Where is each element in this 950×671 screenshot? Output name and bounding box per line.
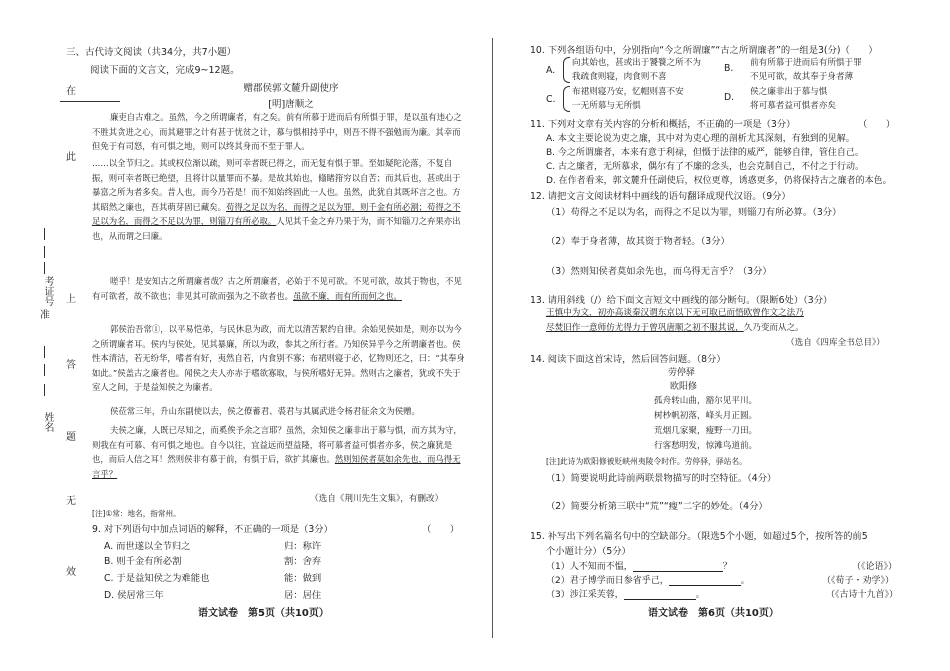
q10-option-d-line1: 侯之廉非出于慕与惧 [750, 87, 828, 97]
q10-option-c-line1: 布裙则寝乃安，忆帽则喜不安 [572, 87, 684, 97]
poem-line-3: 荒烟几家聚，瘦野一刀田。 [654, 426, 758, 436]
q15-item-3-source: （《古诗十九首》） [826, 590, 899, 600]
binding-line [44, 246, 45, 258]
q10-option-c-line2: 一无所慕与无所惧 [572, 101, 641, 111]
question-11: 11. 下列对文章有关内容的分析和概括，不正确的一项是（3分） [530, 119, 796, 130]
q15-item-3-punct: 。 [695, 590, 705, 600]
poem-line-1: 孤舟转山曲，豁尔见平川。 [654, 396, 758, 406]
q10-option-b-line2: 不见可欲，故其奉于身者薄 [750, 72, 854, 82]
q9-option-b-gloss: 割：舍弃 [284, 556, 322, 567]
q9-option-d-gloss: 居：居住 [284, 590, 322, 601]
question-14: 14. 阅读下面这首宋诗，然后回答问题。（8分） [530, 354, 726, 365]
q9-option-a[interactable]: A. 而世遂以全节归之 [104, 541, 191, 552]
q11-option-c[interactable]: C. 古之廉者，无所慕求，偶尔有了不廉的念头，也会克制自己，不付之于行动。 [546, 162, 865, 172]
binding-line [44, 384, 45, 396]
passage-p2-end: 人见其千金之弃乃果于为，而不知锱刀之弃果亦出也，从而谓之曰廉。 [92, 216, 461, 241]
passage-paragraph-2 [92, 156, 467, 244]
answer-bracket-11[interactable]: （ ） [858, 119, 896, 130]
poem-author: 欧阳修 [670, 382, 698, 392]
q15-item-2-text: （2）君子博学而日参省乎己， [546, 576, 669, 586]
q12-item-3: （3）然则知侯者莫如余先也，而乌得无言乎？（3分） [546, 266, 772, 277]
question-15: 15. 补写出下列名篇名句中的空缺部分。（限选5个小题，如超过5个，按所答的前5 [530, 531, 868, 542]
question-15-cont: 个小题计分）（5分） [546, 546, 631, 557]
binding-line [44, 228, 45, 240]
exam-number-label-2: 准 [40, 310, 50, 321]
margin-label-wu: 无 [66, 496, 76, 507]
page-footer-right: 语文试卷 第6页（共10页） [648, 608, 779, 619]
passage-p2-text: ……以全节归之。其或权位渐以疏，则可幸者既已得之，而无复有惧于罪。至如疑陀沦落，不复自振，则可幸者既已绝望，且将计以量罪而不暴。是故其始也，翛睹箝穷以自苦；而其后也，甚或出于暴富之所为者多矣。昔人也，而今乃若是！而不知始终固此一人也。虽然，此犹自其既坏言之也。方其昭然之廉也，吾其萌芽固已藏矣。 [92, 158, 461, 212]
passage-paragraph-4: 郭侯治吾常①，以平易恺弟，与民休息为政，而尤以清苦絜约自律。余始见侯如是，则亦以为今之所谓廉者耳。侯内与侯处，见其暴廉，所以为政，参其之所行者。乃知侯异乎今之所谓廉者也。侯性本清洁，若无纷华，嗜者有好，夷然自若，内食别不寡；布裙则寝于必，忆物则还之，曰：“其奉身如此。”侯盖古之廉者也。闻侯之夫人亦赤于嗜欲寡取，与侯所嗜好无异。然则古之廉者，犹或不失于室人之间，于是益知侯之为廉者。 [92, 324, 465, 393]
binding-line [44, 364, 45, 376]
q9-option-a-gloss: 归：称许 [284, 541, 322, 552]
q11-option-a[interactable]: A. 本文主要论说为吏之廉，其中对为吏心理的剖析尤其深刻，有独到的见解。 [546, 134, 855, 144]
q10-option-b-line1: 前有所慕于进而后有所惧于罪 [750, 58, 862, 68]
q15-item-2-punct: 。 [740, 576, 750, 586]
underlined-sentence-1: 苟得之足以为名，而得之足以为罪，则千金有所必割；苟得之不足以为名，而得之不足以为罪，则锱刀有所必取。 [92, 201, 461, 227]
q10-option-d-letter[interactable]: D. [724, 92, 735, 103]
q14-item-1: （1）简要说明此诗前两联景物描写的时空特征。（4分） [546, 473, 777, 484]
q15-item-1 [546, 559, 732, 572]
binding-line [44, 262, 45, 274]
q11-option-d[interactable]: D. 在作者看来，郭文麓升任副使后，权位更尊，诱惑更多，仍将保持古之廉者的本色。 [546, 176, 892, 186]
q15-item-1-text: （1）人不知而不愠， [546, 562, 633, 572]
exam-number-label: 考证号 [42, 276, 53, 306]
passage-source: （选自《荆川先生文集》，有删改） [310, 494, 444, 504]
question-12: 12. 请把文言文阅读材料中画线的语句翻译成现代汉语。（9分） [530, 191, 791, 202]
q10-option-a-letter[interactable]: A. [546, 65, 556, 76]
q14-item-2: （2）简要分析第三联中“荒”“瘦”二字的妙处。（4分） [546, 501, 768, 512]
q13-source: （选自《四库全书总目》） [786, 338, 885, 348]
q15-item-1-punct: ？ [722, 562, 732, 572]
q13-underlined-part: 尽焚旧作一意师仿尤得力于曾巩唐顺之初不服其说， [546, 323, 744, 333]
underlined-sentence-3: 虽欲不廉，而有所而何之也。 [293, 290, 402, 301]
margin-label-ci: 此 [66, 152, 76, 163]
question-10: 10. 下列各组语句中，分别指向“今之所谓廉”“古之所谓廉者”的一组是3(分)（ ） [530, 45, 878, 56]
passage-paragraph-6 [92, 423, 467, 481]
q15-blank-1[interactable] [633, 561, 723, 572]
q10-option-a-line1: 向其始也，甚或出于饕餮之所不为 [572, 58, 701, 68]
margin-label-da: 答 [66, 360, 76, 371]
q15-blank-2[interactable] [669, 575, 741, 586]
page-footer-left: 语文试卷 第5页（共10页） [198, 608, 329, 619]
margin-label-shang: 上 [66, 294, 76, 305]
q13-passage-line-1: 王慎中为文，初亦高谈秦汉谓东京以下无可取已而悟欧曾作文之法乃 [546, 308, 804, 318]
q13-tail: 久乃变而从之。 [743, 323, 804, 333]
poem-note: [注]此诗为欧阳修被贬峡州夷陵令时作。劳停驿，驿站名。 [546, 457, 748, 466]
passage-note: [注]①常：地名，指常州。 [92, 509, 181, 518]
poem-title: 劳停驿 [668, 368, 696, 378]
margin-label-ti: 题 [66, 432, 76, 443]
name-label: 姓名 [42, 412, 53, 432]
question-13: 13. 请用斜线（/）给下面文言短文中画线的部分断句。（限断6处）（3分） [530, 295, 833, 306]
q10-brace-a [563, 57, 570, 83]
q13-passage-line-2 [546, 321, 804, 333]
section-title: 三、古代诗文阅读（共34分，共7小题） [66, 47, 237, 58]
q9-option-c[interactable]: C. 于是益知侯之为难能也 [104, 573, 210, 584]
q11-option-b[interactable]: B. 今之所谓廉者，本来有意于利禄，但慑于法律的威严，能够自律，管住自己。 [546, 148, 864, 158]
q15-blank-3[interactable] [624, 589, 696, 600]
binding-line [44, 346, 45, 358]
q12-item-2: （2）奉于身者薄，故其资于物者轻。（3分） [546, 236, 730, 247]
passage-p6-text: 夫侯之廉，人既已尽知之，而奚俟予余之言耶？虽然，余知侯之廉非出于慕与惧，而方其为守，则我在有可慕、有可惧之地也。自今以往，宜益远而望益隆，将可慕者益可惧者亦多，侯之廉犹是也，而后人信之耳！然则侯非有慕于前，有惧于后，欲扩其廉也。 [92, 425, 462, 465]
q10-brace-c [563, 86, 570, 112]
q9-option-d[interactable]: D. 侯居常三年 [104, 590, 164, 601]
passage-paragraph-1: 廉吏自古难之。虽然，今之所谓廉者，有之矣。前有所慕于进而后有所惧于罪，是以虽有违心之不胜其贪进之心，而其避罪之计有甚于忧贫之计，慕与惧相持乎中，则吾不得不强勉而为廉。其幸而但免于有司怒，有可惧之地，则可以终其身而不至于罪人。 [92, 112, 462, 152]
q15-item-3 [546, 587, 705, 600]
q9-option-c-gloss: 能：做到 [284, 573, 322, 584]
underlined-sentence-2: 然则知侯者莫如余先也，而乌得无言乎？ [92, 454, 461, 479]
q10-option-c-letter[interactable]: C. [546, 94, 556, 105]
passage-p3-text: 嗟乎！是安知古之所谓廉者哉？古之所谓廉者，必始于不见可欲。不见可欲，故其于物也，不见有可欲者，故不欲也；非见其可欲而强为之不欲者也。 [92, 276, 462, 301]
column-divider [492, 38, 493, 638]
passage-paragraph-3 [92, 274, 467, 303]
q15-item-1-source: （《论语》） [852, 562, 898, 572]
passage-author: [明]唐顺之 [268, 99, 314, 110]
reading-intro: 阅读下面的文言文，完成9~12题。 [90, 65, 240, 76]
margin-label-zai: 在 [66, 86, 76, 97]
poem-line-2: 树杪帆初落，峰头月正圆。 [654, 411, 758, 421]
q15-item-2-source: （《荀子・劝学》） [822, 576, 895, 586]
q15-item-3-text: （3）涉江采芙蓉， [546, 590, 624, 600]
answer-bracket-9[interactable]: （ ） [422, 524, 460, 535]
passage-title: 赠郡侯郭文麓升副使序 [243, 83, 339, 94]
margin-label-xiao: 效 [66, 567, 76, 578]
q10-option-d-line2: 将可慕者益可惧者亦矣 [750, 101, 836, 111]
q12-item-1: （1）苟得之不足以为名，而得之不足以为罪，则锱刀有所必算。（3分） [546, 207, 842, 218]
poem-line-4: 行客愁明发，惊滩鸟道前。 [654, 441, 758, 451]
q10-option-b-letter[interactable]: B. [724, 63, 734, 74]
passage-paragraph-5: 侯莅常三年，升山东副使以去，侯之僚蓄君、裘君与其属武进令杨君征余文为侯赠。 [110, 406, 420, 416]
q9-option-b[interactable]: B. 则千金有所必割 [104, 556, 182, 567]
q10-option-a-line2: 我疏食则寝，肉食则不喜 [572, 72, 667, 82]
question-9: 9. 对下列语句中加点词语的解释，不正确的一项是（3分） [92, 524, 333, 535]
q15-item-2 [546, 573, 750, 586]
